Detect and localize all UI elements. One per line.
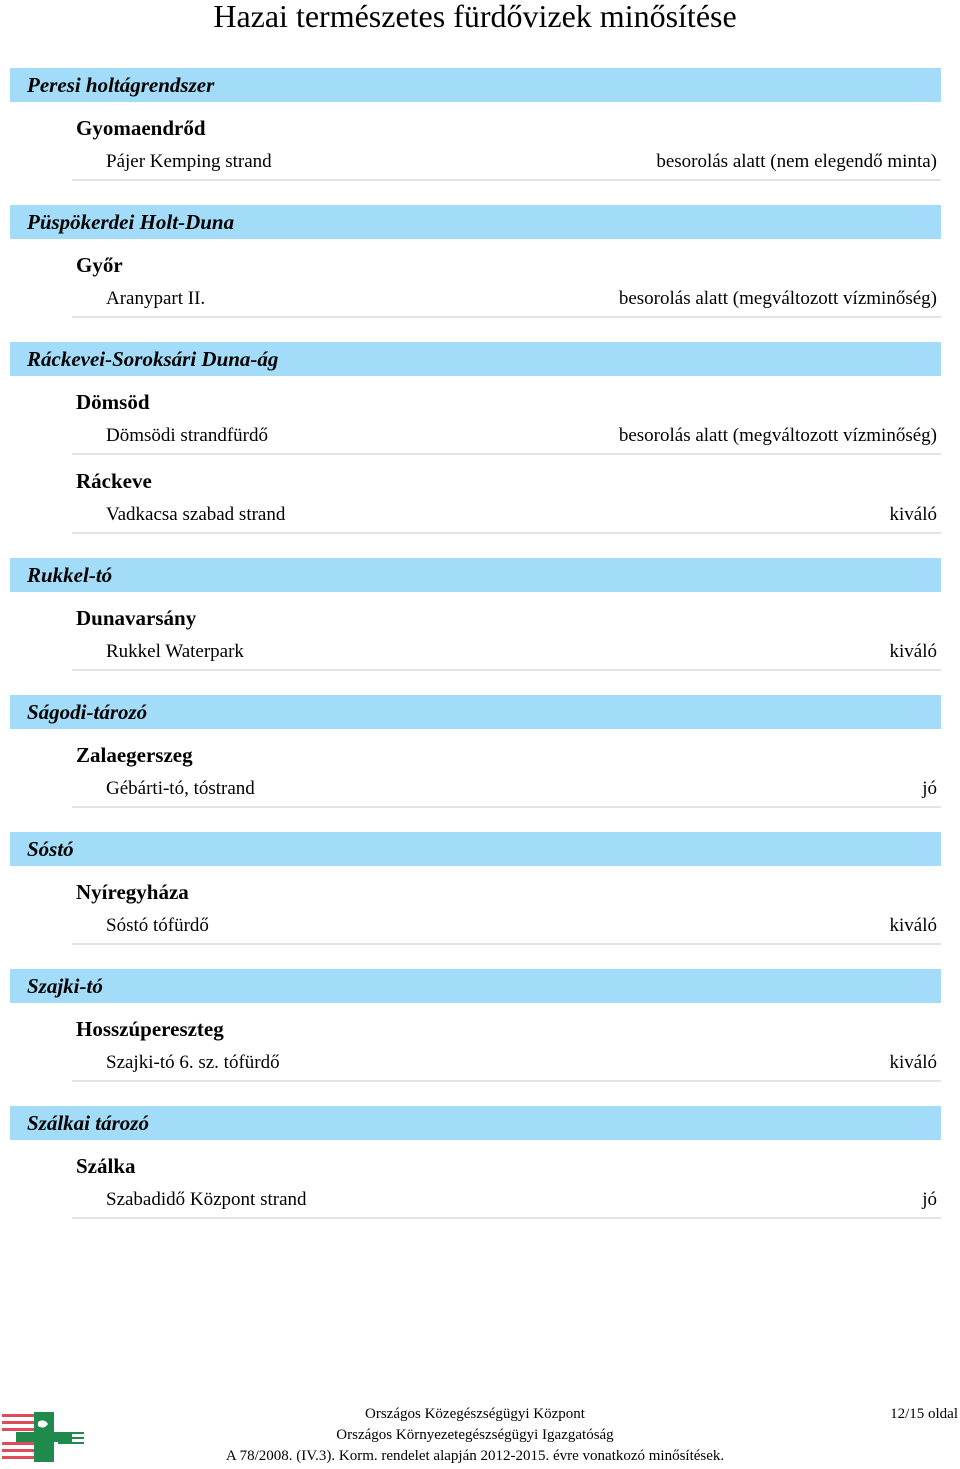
lake-name: Rukkel-tó	[27, 562, 113, 587]
lake-header	[10, 1106, 941, 1140]
city-name: Dunavarsány	[76, 606, 197, 630]
lake-section	[0, 832, 960, 945]
lake-section	[0, 558, 960, 671]
city-name: Zalaegerszeg	[76, 743, 193, 767]
lake-name: Peresi holtágrendszer	[27, 72, 215, 97]
footer-text	[0, 1404, 950, 1467]
site-row	[72, 281, 941, 318]
site-row	[72, 1045, 941, 1082]
site-status: jó	[922, 777, 937, 799]
lake-section	[0, 205, 960, 318]
page-title: Hazai természetes fürdővizek minősítése	[213, 0, 737, 34]
lake-header	[10, 205, 941, 239]
lake-header	[10, 342, 941, 376]
site-row	[72, 144, 941, 181]
lake-header	[10, 832, 941, 866]
lake-name: Szálkai tározó	[27, 1110, 149, 1135]
site-status: jó	[922, 1188, 937, 1210]
site-status: kiváló	[889, 1051, 937, 1073]
lake-header	[10, 558, 941, 592]
site-status: kiváló	[889, 914, 937, 936]
site-status: kiváló	[889, 503, 937, 525]
site-row	[72, 1182, 941, 1219]
footer-regulation: A 78/2008. (IV.3). Korm. rendelet alapján 2012-2015. évre vonatkozó minősítések.	[225, 1448, 725, 1464]
lake-section	[0, 68, 960, 181]
site-name: Gébárti-tó, tóstrand	[106, 777, 255, 799]
city-name: Hosszúpereszteg	[76, 1017, 224, 1041]
site-row	[72, 908, 941, 945]
site-name: Szabadidő Központ strand	[106, 1188, 307, 1210]
site-name: Sóstó tófürdő	[106, 914, 209, 936]
site-row	[72, 497, 941, 534]
footer-directorate: Országos Környezetegészségügyi Igazgatóság	[336, 1427, 614, 1443]
site-row	[72, 634, 941, 671]
city-name: Győr	[76, 253, 123, 277]
lake-header	[10, 969, 941, 1003]
city-name: Nyíregyháza	[76, 880, 189, 904]
lake-section	[0, 695, 960, 808]
lake-section	[0, 342, 960, 534]
lake-list	[0, 68, 960, 1243]
lake-section	[0, 1106, 960, 1219]
city-name: Gyomaendrőd	[76, 116, 206, 140]
site-name: Szajki-tó 6. sz. tófürdő	[106, 1051, 280, 1073]
page-footer	[0, 1400, 960, 1469]
site-name: Pájer Kemping strand	[106, 150, 272, 172]
site-status: kiváló	[889, 640, 937, 662]
site-name: Dömsödi strandfürdő	[106, 424, 269, 446]
lake-name: Püspökerdei Holt-Duna	[27, 209, 235, 234]
lake-name: Ságodi-tározó	[27, 699, 148, 724]
city-name: Szálka	[76, 1154, 136, 1178]
site-row	[72, 418, 941, 455]
city-name: Ráckeve	[76, 469, 152, 493]
site-row	[72, 771, 941, 808]
lake-header	[10, 695, 941, 729]
site-status: besorolás alatt (nem elegendő minta)	[656, 150, 937, 172]
lake-name: Sóstó	[27, 836, 74, 861]
site-name: Rukkel Waterpark	[106, 640, 244, 662]
lake-name: Szajki-tó	[27, 973, 103, 998]
city-name: Dömsöd	[76, 390, 150, 414]
lake-name: Ráckevei-Soroksári Duna-ág	[27, 346, 279, 371]
lake-header	[10, 68, 941, 102]
site-status: besorolás alatt (megváltozott vízminőség)	[618, 287, 937, 309]
site-name: Vadkacsa szabad strand	[106, 503, 286, 525]
site-name: Aranypart II.	[106, 287, 206, 309]
lake-section	[0, 969, 960, 1082]
site-status: besorolás alatt (megváltozott vízminőség)	[618, 424, 937, 446]
footer-org: Országos Közegészségügyi Központ	[365, 1406, 585, 1422]
page-number: 12/15 oldal	[890, 1406, 958, 1422]
